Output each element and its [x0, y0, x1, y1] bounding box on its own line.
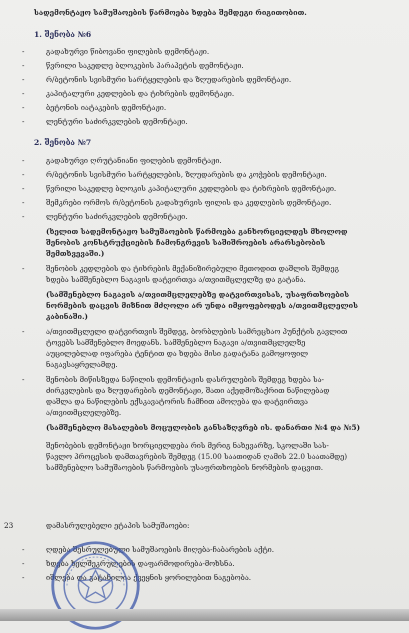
section-heading: 2. შენობა №7 — [34, 138, 91, 147]
text-line: შემკრები ორმოს რ/ბეტონის გადახურვის ფილის და კედლების დემონტაჟი. — [46, 198, 331, 207]
bullet-dash: - — [22, 573, 24, 582]
text-line: ღდება შესრულებული სამუშაოების მიღება-ჩაბარების აქტი. — [46, 545, 274, 554]
bullet-dash: - — [22, 61, 24, 70]
bullet-dash: - — [22, 264, 24, 273]
bullet-dash: - — [22, 103, 24, 112]
text-line: კაპიტალური კედლების და ტიხრების დემონტაჟი. — [46, 89, 234, 98]
bullet-dash: - — [22, 184, 24, 193]
bullet-dash: - — [22, 170, 24, 179]
bullet-dash: - — [22, 559, 24, 568]
text-line: წვრილი საკედლე ბლოკების პარაპეტის დემონტაჟი. — [46, 61, 244, 70]
bullet-dash: - — [22, 327, 24, 336]
text-line: ლენტური საძირკვლების დემონტაჟი. — [46, 212, 188, 221]
text-line: დამასრულებელი ეტაპის სამუშაოები: — [46, 521, 189, 530]
text-line: წვრილი საკედლე ბლოკის კაპიტალური კედლების და ტიხრების დემონტაჟი. — [46, 184, 336, 193]
text-line: კაბინაში.) — [46, 312, 88, 321]
text-line: რ/ბეტონის სვისმური სარტყელების და ზღუდარების დემონტაჟი. — [46, 75, 291, 84]
text-line: შენობის მიწისზედა ნაწილის დემონტაჟის დასრულების შემდეგ ხდება სა- — [46, 375, 324, 384]
bullet-dash: - — [22, 75, 24, 84]
text-line: ხდება სამშენებლო ნაგავის დატვირთვა ა/თვითმცლელზე და გატანა. — [46, 275, 306, 284]
text-line: ნორმების დაცვის მიზნით მძღოლი არ უნდა იმყოფებოდეს ა/თვითმცლელის — [46, 301, 358, 310]
bullet-dash: - — [22, 89, 24, 98]
text-line: აუცილებლად იფარება ტენტით და ხდება მისი გადატანა გამოყოფილ — [46, 349, 308, 358]
text-line: ა/თვითმცლელი დატვირთვის შემდეგ, ბორბლების სამრეცხაო პუნქტის გავლით — [46, 327, 347, 336]
scan-edge — [0, 609, 409, 621]
text-line: გადახურვი წიბოვანი ფილების დემონტაჟი. — [46, 47, 209, 56]
text-line: გადახურვი ღრუტანიანი ფილების დემონტაჟი. — [46, 156, 222, 165]
text-line: შენობის კედლების და ტიხრების მექანიზირებული მეთოდით დაშლის შემდეგ — [46, 264, 339, 273]
text-line: (ხელით სადემონტაჟო სამუშაოების წარმოება განხორციელდეს მხოლოდ — [46, 227, 348, 236]
text-line: 23 — [4, 521, 13, 530]
text-line: დაშლა და ნაწილების ექსკავატორის ჩამჩით ამოღება და დატვირთვა — [46, 397, 308, 406]
text-line: ნაგავსაყრელამდე. — [46, 360, 118, 369]
bullet-dash: - — [22, 117, 24, 126]
text-line: ა/თვითმცლელებზე. — [46, 408, 121, 417]
text-line: ძირკვლების და ზღუდარების დემონტაჟი, შათი აქედმოზაქრით ნაწილებად — [46, 386, 329, 395]
text-line: რ/ბეტონის სვისმური სარტყელების, ზღუდარების და კოჭების დემონტაჟი. — [46, 170, 327, 179]
text-line: შენობების დემონტაჟი ხორციელდება რის მერიგ ნახევარზე, სკოლაში სას- — [46, 441, 329, 450]
text-line: იშლება და გატანილია ქვეყნის ყორილებით ნაგებობა. — [46, 573, 251, 582]
text-line: ტოვებს სამშენებლო მოედანს. სამშენებლო ნაგავი ა/თვითმცლელზე — [46, 338, 305, 347]
section-heading: 1. შენობა №6 — [34, 30, 91, 39]
bullet-dash: - — [22, 198, 24, 207]
bullet-dash: - — [22, 375, 24, 384]
text-line: შენობის კონსტრუქციების ჩამონგრევის საშიშროების არარსებობის — [46, 238, 325, 247]
text-line: წავლო პროცესის დამთავრების შემდეგ (15.00 საათიდან ღამის 22.0 საათამდე) — [46, 452, 347, 461]
text-line: სადემონტაჟო სამუშაოების წარმოება ხდება შემდეგი რიგითობით. — [34, 8, 307, 17]
text-line: სამშენებლო სამუშაოების წარმოების უსაფრთხოების ნორმების დაცვით. — [46, 463, 323, 472]
text-line: შემთხვევაში.) — [46, 249, 104, 258]
text-line: ლენტური საძირკვლების დემონტაჟი. — [46, 117, 188, 126]
text-line: ხდება ხელშეკრულების დაფარმოდირება-მოხსნა. — [46, 559, 235, 568]
bullet-dash: - — [22, 212, 24, 221]
text-line: (სამშენებლო მასალების მოცულობის განსაზღვრებ ის. დანართი №4 და №5) — [46, 423, 360, 432]
text-line: ბეტონის იატაკების დემონტაჟი. — [46, 103, 166, 112]
bullet-dash: - — [22, 156, 24, 165]
bullet-dash: - — [22, 47, 24, 56]
text-line: (სამშენებლო ნაგავის ა/თვითმცლელებზე დატვირთვისას, უსაფრთხოების — [46, 290, 349, 299]
bullet-dash: - — [22, 545, 24, 554]
